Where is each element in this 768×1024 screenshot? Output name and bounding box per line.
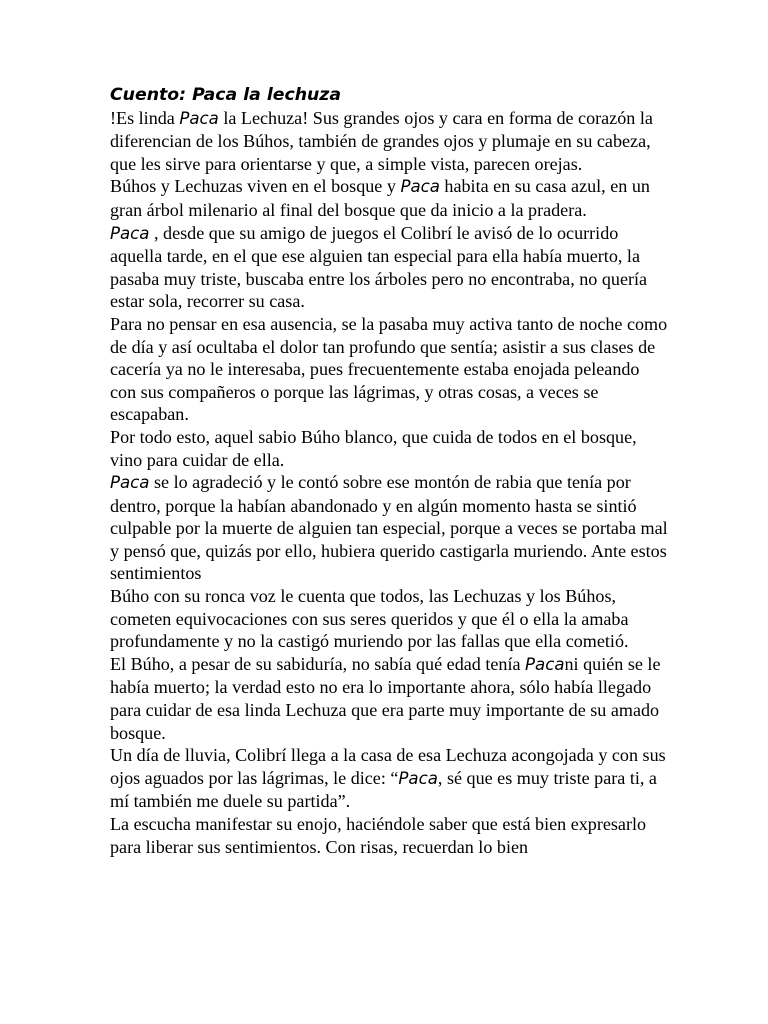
text-run: ni quién se le había muerto; la verdad esto no era lo importante ahora, sólo había llegado para cuidar de esa linda Lechuza que era parte muy importante de su amado bosque. bbox=[110, 653, 661, 743]
character-name: Paca bbox=[400, 177, 440, 197]
text-run: Por todo esto, aquel sabio Búho blanco, que cuida de todos en el bosque, vino para cuidar de ella. bbox=[110, 426, 637, 470]
paragraph bbox=[110, 585, 670, 653]
text-run: se lo agradeció y le contó sobre ese montón de rabia que tenía por dentro, porque la habían abandonado y en algún momento hasta se sintió culpable por la muerte de alguien tan especial, porque a veces se portaba mal y pensó que, quizás por ello, hubiera querido castigarla muriendo. Ante estos sentimientos bbox=[110, 472, 668, 584]
paragraph bbox=[110, 426, 670, 471]
text-run: , desde que su amigo de juegos el Colibrí le avisó de lo ocurrido aquella tarde, en el que ese alguien tan especial para ella había muerto, la pasaba muy triste, buscaba entre los árboles pero no encontraba, no quería estar sola, recorrer su casa. bbox=[110, 222, 648, 312]
character-name: Paca bbox=[398, 768, 438, 788]
character-name: Paca bbox=[179, 108, 219, 128]
text-run: habita en su casa azul, en un gran árbol milenario al final del bosque que da inicio a la pradera. bbox=[110, 176, 650, 220]
paragraph bbox=[110, 813, 670, 858]
paragraph bbox=[110, 744, 670, 813]
text-run: Búho con su ronca voz le cuenta que todos, las Lechuzas y los Búhos, cometen equivocaciones con sus seres queridos y que él o ella la amaba profundamente y no la castigó muriendo por las fallas que ella cometió. bbox=[110, 586, 629, 652]
document-body bbox=[110, 84, 670, 858]
character-name: Paca bbox=[525, 654, 565, 674]
document-title: Cuento: Paca la lechuza bbox=[110, 85, 342, 105]
text-run: la Lechuza! Sus grandes ojos y cara en forma de corazón la diferencian de los Búhos, también de grandes ojos y plumaje en su cabeza, que les sirve para orientarse y que, a simple vista, parecen orejas. bbox=[110, 107, 653, 174]
character-name: Paca bbox=[110, 223, 150, 243]
text-run: La escucha manifestar su enojo, haciéndole saber que está bien expresarlo para liberar sus sentimientos. Con risas, recuerdan lo bien bbox=[110, 814, 647, 857]
paragraph bbox=[110, 313, 670, 426]
paragraph bbox=[110, 175, 670, 221]
text-run: , sé que es muy triste para ti, a mí también me duele su partida”. bbox=[110, 767, 657, 812]
text-run: Para no pensar en esa ausencia, se la pasaba muy activa tanto de noche como de día y así ocultaba el dolor tan profundo que sentía; asistir a sus clases de cacería ya no le interesaba, pues frecuentemente estaba enojada peleando con sus compañeros o porque las lágrimas, y otras cosas, a veces se escapaban. bbox=[110, 313, 668, 425]
text-run: El Búho, a pesar de su sabiduría, no sabía qué edad tenía bbox=[110, 653, 526, 674]
character-name: Paca bbox=[110, 473, 150, 493]
text-run: Búhos y Lechuzas viven en el bosque y bbox=[110, 176, 401, 197]
paragraph bbox=[110, 471, 670, 585]
paragraph bbox=[110, 222, 670, 313]
text-run: Un día de lluvia, Colibrí llega a la casa de esa Lechuza acongojada y con sus ojos aguados por las lágrimas, le dice: “ bbox=[110, 745, 666, 788]
paragraph bbox=[110, 653, 670, 744]
story-text bbox=[110, 107, 670, 859]
text-run: !Es linda bbox=[110, 107, 180, 128]
paragraph bbox=[110, 107, 670, 176]
